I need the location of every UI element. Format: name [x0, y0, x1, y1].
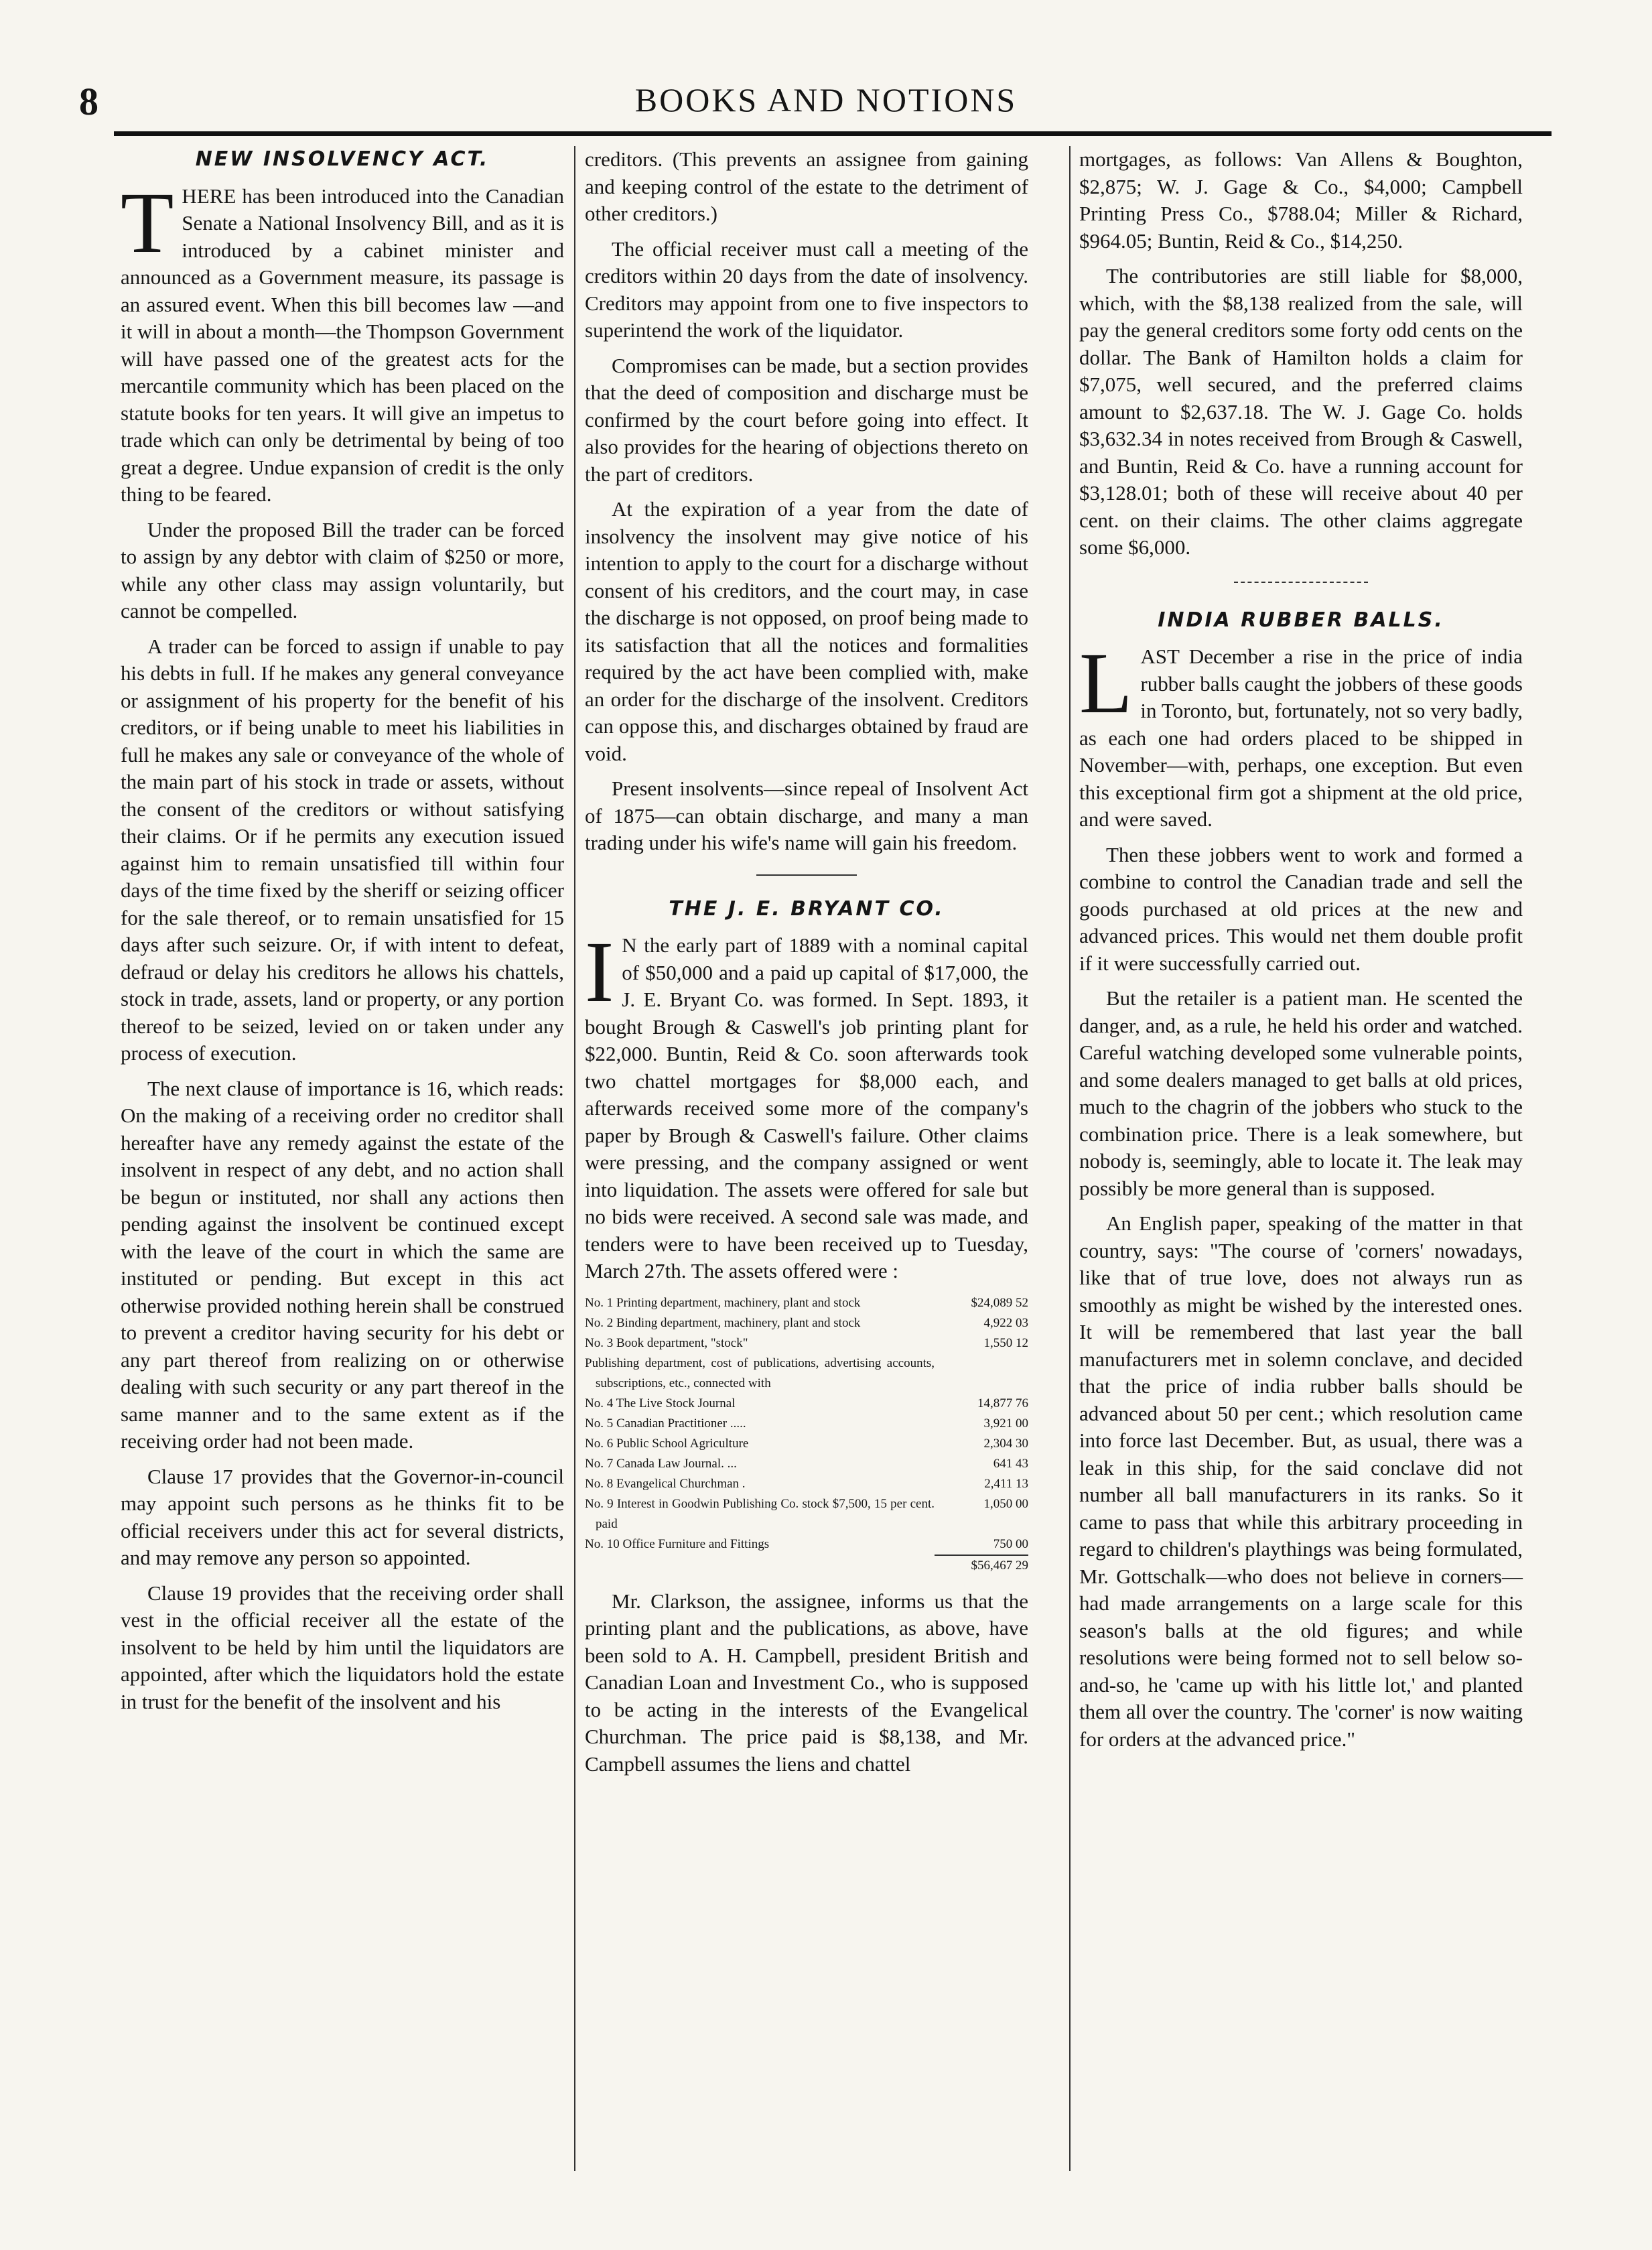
paragraph: The next clause of importance is 16, which reads: On the making of a receiving order no creditor shall hereafter have any remedy against the estate of the insolvent in respect of any debt, and no action shall be begun or instituted, nor shall any actions then pending against the insolvent be continued except with the leave of the court in which the same are instituted or pending. But except in this act otherwise provided nothing herein shall be construed to prevent a creditor having security for his debt or any part thereof from realizing on or otherwise dealing with such security or any part thereof in the same manner and to the same extent as if the receiving order had not been made. — [121, 1076, 564, 1453]
asset-amount: 750 00 — [993, 1536, 1028, 1551]
asset-label: Publishing department, cost of publications, advertising accounts, subscriptions, etc., connected with — [585, 1355, 935, 1390]
asset-row — [585, 1454, 1028, 1474]
paragraph: mortgages, as follows: Van Allens & Boughton, $2,875; W. J. Gage & Co., $4,000; Campbell Printing Press Co., $788.04; Miller & Richard, $964.05; Buntin, Reid & Co., $14,250. — [1079, 147, 1523, 253]
asset-amount: $24,089 52 — [971, 1295, 1028, 1310]
asset-row — [585, 1313, 1028, 1333]
asset-label: No. 9 Interest in Goodwin Publishing Co. stock $7,500, 15 per cent. paid — [585, 1496, 935, 1531]
headline-bryant-co: THE J. E. BRYANT CO. — [669, 897, 945, 921]
section-divider — [1234, 582, 1368, 583]
paragraph: At the expiration of a year from the date of insolvency the insolvent may give notice of his intention to apply to the court for a discharge without consent of his creditors, and the court may, in case the discharge is not opposed, on proof being made to its satisfaction that all the notices and formalities required by the act have been complied with, make an order for the discharge of the insolvent. Creditors can oppose this, and discharges obtained by fraud are void. — [585, 497, 1028, 765]
paragraph: A trader can be forced to assign if unable to pay his debts in full. If he makes any general conveyance or assignment of his property for the benefit of his creditors, or if being unable to meet his liabilities in full he makes any sale or conveyance of the whole of the main part of his stock in trade or assets, without the consent of the creditors or without satisfying their claims. Or if he permits any execution issued against him to remain unsatisfied till within four days of the time fixed by the sheriff or seizing officer for the sale thereof, or to remain unsatisfied for 15 days after such seizure. Or, if with intent to defeat, defraud or delay his creditors he allows his chattels, stock in trade, assets, land or property, or any portion thereof to be seized, levied on or taken under any process of execution. — [121, 634, 564, 1065]
asset-label: No. 3 Book department, "stock" — [585, 1335, 748, 1350]
paragraph: Then these jobbers went to work and formed a combine to control the Canadian trade and sell the goods purchased at old prices at the new and advanced prices. This would net them double profit if it were successfully carried out. — [1079, 842, 1523, 975]
asset-row — [585, 1474, 1028, 1494]
running-head: BOOKS AND NOTIONS — [634, 81, 1018, 119]
paragraph: Clause 17 provides that the Governor-in-council may appoint such persons as he thinks fit to be official receivers under this act for several districts, and may remove any person so appointed. — [121, 1464, 564, 1569]
asset-amount: 1,550 12 — [983, 1335, 1028, 1350]
column-1 — [121, 146, 564, 1723]
section-divider — [756, 874, 857, 876]
headline-india-rubber-balls: INDIA RUBBER BALLS. — [1158, 608, 1444, 632]
asset-row — [585, 1353, 1028, 1394]
paragraph: Present insolvents—since repeal of Insolvent Act of 1875—can obtain discharge, and many a man trading under his wife's name will gain his freedom. — [585, 777, 1028, 854]
paragraph: creditors. (This prevents an assignee from gaining and keeping control of the estate to the detriment of other creditors.) — [585, 147, 1028, 225]
asset-label: No. 4 The Live Stock Journal — [585, 1396, 736, 1410]
assets-total: $56,467 29 — [935, 1554, 1028, 1576]
asset-label: No. 8 Evangelical Churchman . — [585, 1476, 746, 1491]
asset-label: No. 2 Binding department, machinery, plant and stock — [585, 1315, 861, 1330]
paragraph: Compromises can be made, but a section provides that the deed of composition and discharge must be confirmed by the court before going into effect. It also provides for the hearing of objections thereto on the part of creditors. — [585, 353, 1028, 486]
asset-row — [585, 1434, 1028, 1454]
asset-amount: 641 43 — [993, 1456, 1028, 1471]
asset-label: No. 6 Public School Agriculture — [585, 1436, 749, 1451]
paragraph: LAST December a rise in the price of india rubber balls caught the jobbers of these goods in Toronto, but, fortunately, not so very badly, as each one had orders placed to be shipped in November—with, perhaps, one exception. But even this exceptional firm got a shipment at the old price, and were saved. — [1079, 635, 1523, 831]
asset-amount: 2,411 13 — [984, 1476, 1028, 1491]
asset-amount: 2,304 30 — [983, 1436, 1028, 1451]
page-number: 8 — [79, 80, 98, 123]
asset-amount: 4,922 03 — [983, 1315, 1028, 1330]
asset-label: No. 10 Office Furniture and Fittings — [585, 1536, 770, 1551]
paragraph: The contributories are still liable for $8,000, which, with the $8,138 realized from the sale, will pay the general creditors some forty odd cents on the dollar. The Bank of Hamilton holds a claim for $7,075, well secured, and the preferred claims amount to $2,637.18. The W. J. Gage Co. holds $3,632.34 in notes received from Brough & Caswell, and Buntin, Reid & Co. have a running account for $3,128.01; both of these will receive about 40 per cent. on their claims. The other claims aggregate some $6,000. — [1079, 264, 1523, 559]
assets-table — [585, 1293, 1028, 1576]
asset-label: No. 1 Printing department, machinery, plant and stock — [585, 1295, 861, 1310]
paragraph: But the retailer is a patient man. He scented the danger, and, as a rule, he held his order and watched. Careful watching developed some vulnerable points, and some dealers managed to get balls at old prices, much to the chagrin of the jobbers who stuck to the combination price. There is a leak somewhere, but nobody is, seemingly, able to locate it. The leak may possibly be more general than is supposed. — [1079, 986, 1523, 1200]
column-3 — [1079, 146, 1523, 1761]
paragraph: THERE has been introduced into the Canadian Senate a National Insolvency Bill, and as it is introduced by a cabinet minister and announced as a Government measure, its passage is an assured event. When this bill becomes law —and it will in about a month—the Thompson Government will have passed one of the greatest acts for the mercantile community which has been placed on the statute books for ten years. It will give an impetus to trade which can only be detrimental by being of too great a degree. Undue expansion of credit is the only thing to be feared. — [121, 174, 564, 506]
column-rule — [1069, 146, 1071, 2171]
paragraph: Under the proposed Bill the trader can be forced to assign by any debtor with claim of $250 or more, while any other class may assign voluntarily, but cannot be compelled. — [121, 517, 564, 622]
paragraph: Clause 19 provides that the receiving order shall vest in the official receiver all the estate of the insolvent to be held by him until the liquidators are appointed, after which the liquidators hold the estate in trust for the benefit of the insolvent and his — [121, 1581, 564, 1713]
asset-row — [585, 1293, 1028, 1313]
asset-label: No. 7 Canada Law Journal. ... — [585, 1456, 737, 1471]
asset-amount: 14,877 76 — [977, 1396, 1028, 1410]
asset-label: No. 5 Canadian Practitioner ..... — [585, 1416, 746, 1431]
asset-row — [585, 1394, 1028, 1414]
paragraph: The official receiver must call a meeting of the creditors within 20 days from the date of insolvency. Creditors may appoint from one to five inspectors to superintend the work of the liquidator. — [585, 237, 1028, 342]
asset-row — [585, 1534, 1028, 1554]
paragraph: Mr. Clarkson, the assignee, informs us that the printing plant and the publications, as above, have been sold to A. H. Campbell, president British and Canadian Loan and Investment Co., who is supposed to be acting in the interests of the Evangelical Churchman. The price paid is $8,138, and Mr. Campbell assumes the liens and chattel — [585, 1589, 1028, 1776]
asset-amount: 3,921 00 — [983, 1416, 1028, 1431]
headline-insolvency-act: NEW INSOLVENCY ACT. — [195, 147, 490, 171]
paragraph: IN the early part of 1889 with a nominal capital of $50,000 and a paid up capital of $17,000, the J. E. Bryant Co. was formed. In Sept. 1893, it bought Brough & Caswell's job printing plant for $22,000. Buntin, Reid & Co. soon afterwards took two chattel mortgages for $8,000 each, and afterwards received some more of the company's paper by Brough & Caswell's failure. Other claims were pressing, and the company assigned or went into liquidation. The assets were offered for sale but no bids were received. A second sale was made, and tenders were to have been received up to Tuesday, March 27th. The assets offered were : — [585, 924, 1028, 1282]
asset-row — [585, 1414, 1028, 1434]
asset-row — [585, 1333, 1028, 1353]
column-2 — [585, 146, 1028, 1786]
paragraph: An English paper, speaking of the matter in that country, says: "The course of 'corners' nowadays, like that of true love, does not always run as smoothly as might be wished by the interested ones. It will be remembered that last year the ball manufacturers met in solemn conclave, and decided that the price of india rubber balls should be advanced about 50 per cent.; which resolution came into force last December. But, as usual, there was a leak in this ship, for the said conclave did not number all ball manufacturers in its ranks. So it came to pass that while this arbitrary proceeding in regard to children's playthings was being formulated, Mr. Gottschalk—who does not believe in corners—had made arrangements on a large scale for this season's balls at the old figures; and while resolutions were being formed not to sell below so-and-so, he 'came up with his little lot,' and planted them all over the country. The 'corner' is now waiting for orders at the advanced price." — [1079, 1211, 1523, 1751]
asset-amount: 1,050 00 — [983, 1496, 1028, 1511]
header-rule — [114, 131, 1552, 136]
column-rule — [574, 146, 575, 2171]
asset-row — [585, 1494, 1028, 1534]
